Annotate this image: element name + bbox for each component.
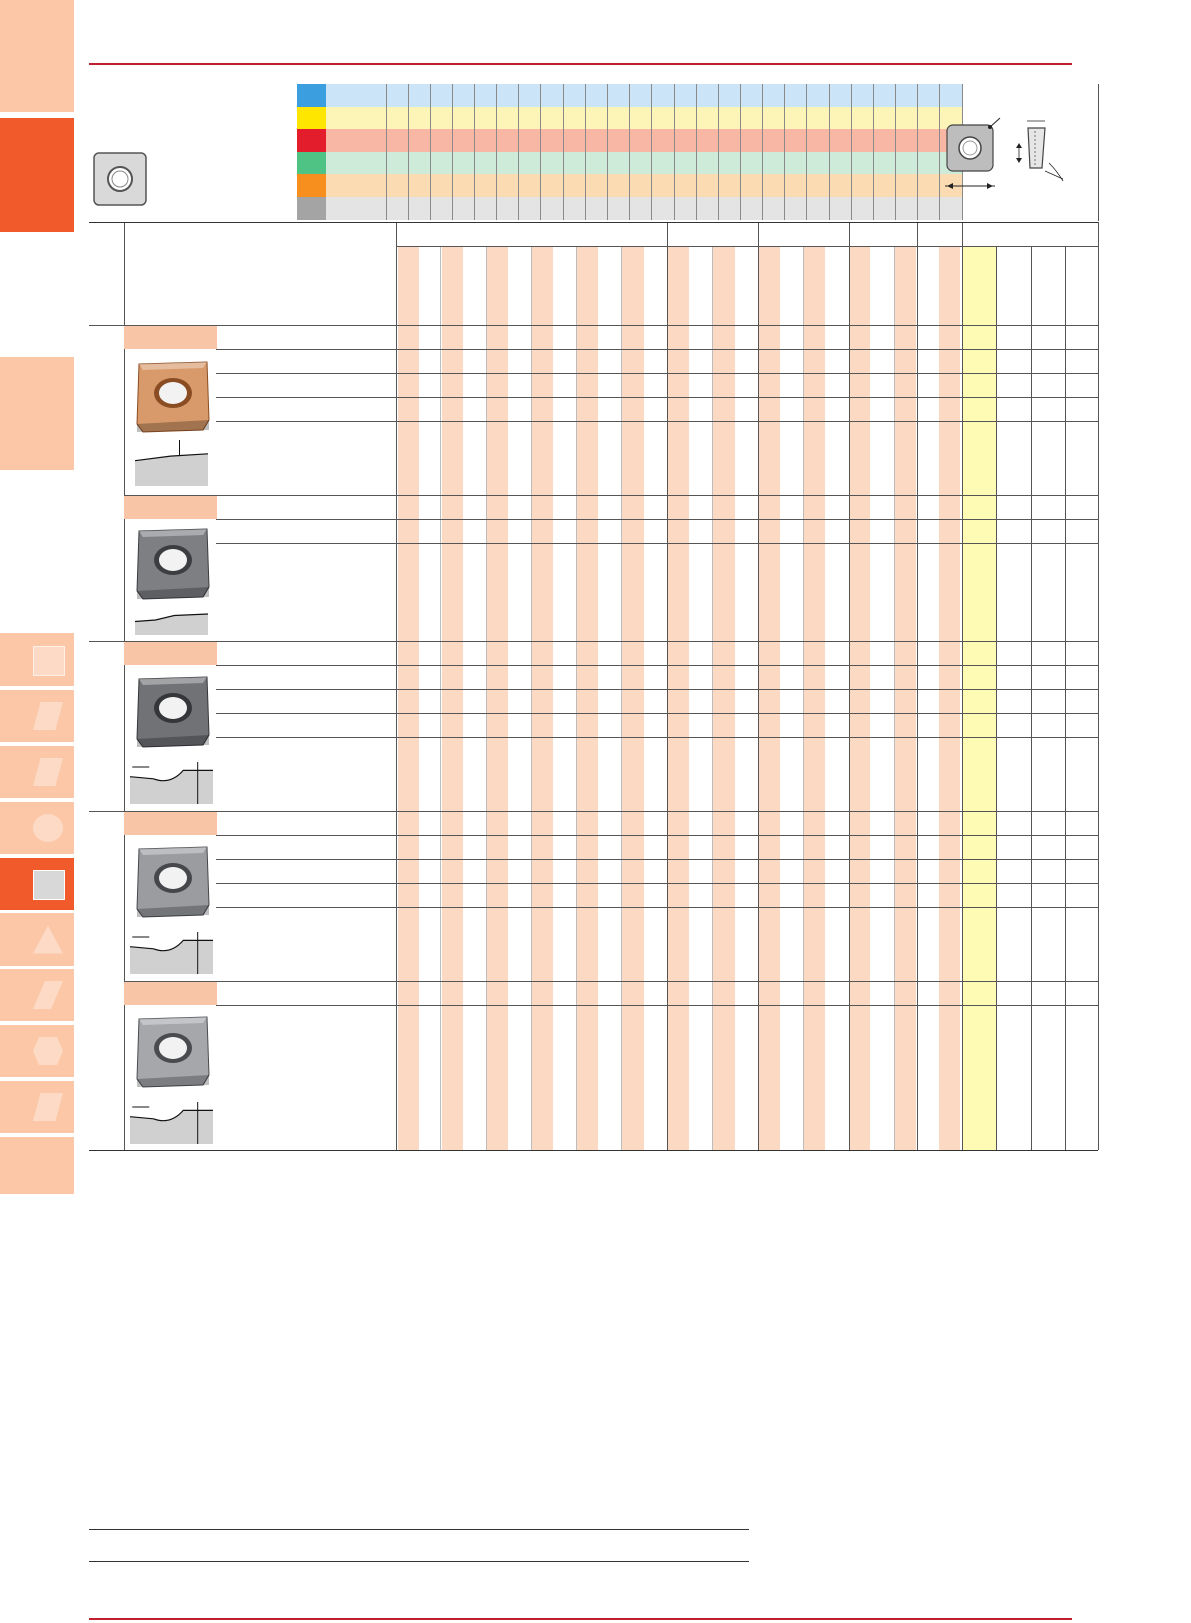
material-band [326,129,962,152]
table-hline [216,835,1098,836]
coated-insert-photo [133,360,213,434]
table-hline [216,665,1098,666]
table-hline [89,1150,1098,1151]
edge-profile-diagram [128,932,213,974]
table-vline [962,222,963,1150]
grade-stripe [577,246,598,1150]
side-tab[interactable] [0,633,74,686]
band-divider [607,84,608,220]
band-divider [939,84,940,220]
table-vline [849,222,850,1150]
square-insert-icon [33,646,65,676]
band-divider [474,84,475,220]
grade-stripe [532,246,553,1150]
table-vline [124,222,125,1150]
band-divider [430,84,431,220]
material-swatch [297,84,326,107]
table-vline [1031,246,1032,1150]
grade-vline [486,246,487,1150]
table-hline [89,222,1098,223]
gray-insert-photo [133,845,213,919]
side-tab[interactable] [0,690,74,742]
series-label-tab [124,982,217,1005]
table-hline [216,883,1098,884]
band-divider [1098,84,1099,221]
band-divider [851,84,852,220]
band-divider [784,84,785,220]
grade-stripe [487,246,508,1150]
bottom-rule [89,1618,1072,1620]
gray-insert-photo [133,675,213,749]
grade-vline [621,246,622,1150]
grade-stripe [668,246,689,1150]
band-divider [917,84,918,220]
material-band [326,107,962,130]
footnote-rule-2 [89,1561,749,1562]
square-insert-icon [33,870,65,900]
side-tab[interactable] [0,118,74,232]
side-tab[interactable] [0,802,74,854]
trigon-insert-icon [33,1037,63,1065]
material-swatch [297,129,326,152]
side-tab[interactable] [0,969,74,1021]
material-band [326,152,962,175]
table-vline [917,222,918,1150]
band-divider [895,84,896,220]
grade-vline [440,246,441,1150]
series-label-tab [124,812,217,835]
side-tab[interactable] [0,1081,74,1133]
table-hline [89,325,1098,326]
recommended-column [962,246,996,1150]
table-hline [216,689,1098,690]
side-tab[interactable] [0,913,74,966]
grade-vline [712,246,713,1150]
edge-profile-diagram [133,440,208,486]
table-hline [216,981,1098,982]
grade-stripe [398,246,419,1150]
material-swatch [297,197,326,220]
table-vline [758,222,759,1150]
gray-insert-photo [133,1015,213,1089]
grade-stripe [622,246,644,1150]
band-divider [762,84,763,220]
insert-dimension-diagram [945,113,1070,193]
table-hline [89,811,1098,812]
table-vline [1065,246,1066,1150]
grade-stripe [895,246,916,1150]
parallelogram-insert-icon [33,758,63,786]
band-divider [651,84,652,220]
table-hline [216,519,1098,520]
table-hline [216,543,1098,544]
grade-vline [803,246,804,1150]
top-rule [89,63,1072,65]
side-tab[interactable] [0,858,74,910]
grade-stripe [713,246,735,1150]
material-band [326,84,962,107]
band-divider [518,84,519,220]
band-divider [740,84,741,220]
table-hline [216,737,1098,738]
table-hline [216,495,1098,496]
table-vline [667,222,668,1150]
band-divider [674,84,675,220]
band-divider [496,84,497,220]
band-divider [563,84,564,220]
side-tab[interactable] [0,1137,74,1194]
side-tab[interactable] [0,0,74,112]
side-tab[interactable] [0,1025,74,1077]
band-divider [696,84,697,220]
band-divider [829,84,830,220]
table-hline [396,246,1098,247]
table-hline [216,421,1098,422]
triangle-insert-icon [33,926,63,954]
series-label-tab [124,496,217,519]
band-divider [408,84,409,220]
series-label-tab [124,642,217,665]
edge-profile-diagram [128,1102,213,1144]
material-swatch [297,152,326,175]
diamond-insert-icon [33,981,63,1009]
grade-stripe [442,246,463,1150]
rhombus-insert-icon [33,1093,63,1121]
grade-vline [894,246,895,1150]
grade-vline [531,246,532,1150]
table-hline [216,907,1098,908]
edge-profile-diagram [133,605,208,635]
table-hline [216,859,1098,860]
series-label-tab [124,326,217,349]
edge-profile-diagram [128,762,213,804]
material-swatch [297,107,326,130]
material-band [326,197,962,220]
grade-stripe [849,246,870,1150]
band-divider [629,84,630,220]
insert-shape-icon [93,152,147,206]
table-hline [216,397,1098,398]
table-hline [216,713,1098,714]
table-vline [1098,222,1099,1150]
band-divider [585,84,586,220]
table-hline [216,1005,1098,1006]
table-hline [216,349,1098,350]
band-divider [718,84,719,220]
grade-stripe [758,246,780,1150]
table-vline [996,246,997,1150]
grade-vline [576,246,577,1150]
footnote-rule-1 [89,1529,749,1530]
table-hline [216,373,1098,374]
table-vline [396,222,397,1150]
round-insert-icon [33,814,63,842]
material-swatch [297,174,326,197]
band-divider [386,84,387,220]
side-tab[interactable] [0,746,74,798]
band-divider [806,84,807,220]
grade-stripe [804,246,825,1150]
material-band [326,174,962,197]
rhombus-insert-icon [33,702,63,730]
table-hline [89,641,1098,642]
grade-stripe [939,246,960,1150]
side-tab[interactable] [0,357,74,470]
band-divider [540,84,541,220]
band-divider [873,84,874,220]
band-divider [452,84,453,220]
gray-insert-photo [133,527,213,601]
